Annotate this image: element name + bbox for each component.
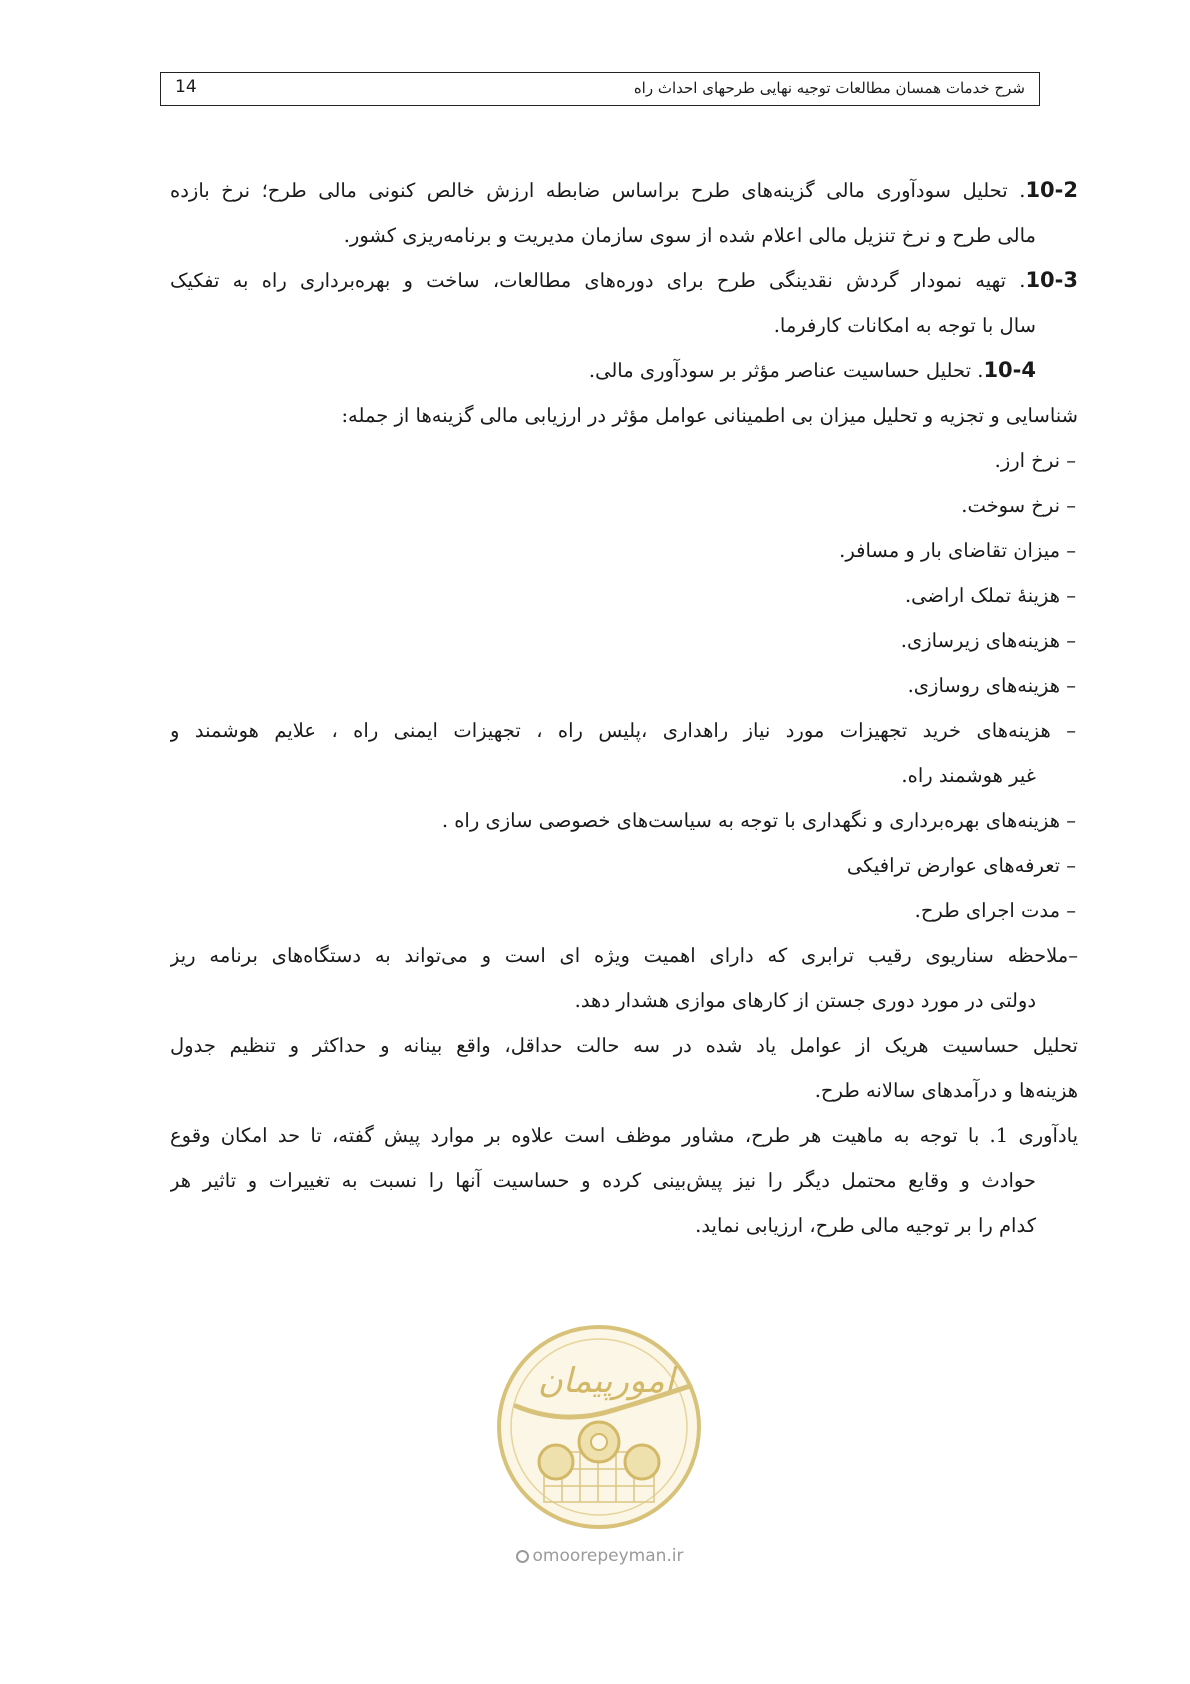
watermark-url: omoorepeyman.ir	[532, 1546, 684, 1566]
item-number: 10-3	[1025, 268, 1078, 292]
page-header	[160, 72, 1040, 106]
site-watermark	[502, 1546, 698, 1566]
header-title: شرح خدمات همسان مطالعات توجیه نهایی طرحهای احداث راه	[633, 79, 1025, 97]
note-lead: یادآوری 1	[995, 1124, 1078, 1147]
bullet-item: – مدت اجرای طرح.	[914, 899, 1076, 922]
bullet-item: – هزینه‌های بهره‌برداری و نگهداری با توجه به سیاست‌های خصوصی سازی راه .	[441, 809, 1076, 832]
document-body	[170, 168, 1078, 1248]
bullet-item: – هزینه‌های روسازی.	[907, 674, 1076, 697]
bullet-item: – هزینه‌های زیرسازی.	[900, 629, 1076, 652]
bullet-item: – میزان تقاضای بار و مسافر.	[839, 539, 1076, 562]
bullet-item: – هزینهٔ تملک اراضی.	[904, 584, 1076, 607]
item-10-2-line1: 10-2. تحلیل سودآوری مالی گزینه‌های طرح براساس ضابطه ارزش خالص کنونی مالی طرح؛ نرخ بازده	[170, 178, 1078, 202]
bullet-item: –ملاحظه سناریوی رقیب ترابری که دارای اهمیت ویژه ای است و می‌تواند به دستگاه‌های برنامه ریز	[170, 944, 1078, 967]
note-line1: یادآوری 1. با توجه به ماهیت هر طرح، مشاور موظف است علاوه بر موارد پیش گفته، تا حد امکان وقوع	[170, 1124, 1078, 1147]
bullet-continuation: دولتی در مورد دوری جستن از کارهای موازی هشدار دهد.	[574, 989, 1036, 1012]
svg-text:امورپیمان: امورپیمان	[537, 1361, 675, 1401]
note-line3: کدام را بر توجیه مالی طرح، ارزیابی نماید.	[695, 1214, 1036, 1237]
item-number: 10-2	[1025, 178, 1078, 202]
item-10-2-line2: مالی طرح و نرخ تنزیل مالی اعلام شده از سوی سازمان مدیریت و برنامه‌ریزی کشور.	[343, 224, 1036, 247]
sensitivity-paragraph-line2: هزینه‌ها و درآمدهای سالانه طرح.	[814, 1079, 1078, 1102]
sensitivity-paragraph-line1: تحلیل حساسیت هریک از عوامل یاد شده در سه حالت حداقل، واقع بینانه و حداکثر و تنظیم جدول	[170, 1034, 1078, 1057]
omoorepeyman-logo	[494, 1322, 704, 1532]
logo-seal-icon	[494, 1322, 704, 1532]
bullet-continuation: غیر هوشمند راه.	[901, 764, 1036, 787]
at-sign-icon	[516, 1550, 529, 1563]
note-line2: حوادث و وقایع محتمل دیگر را نیز پیش‌بینی کرده و حساسیت آنها را نسبت به تغییرات و تاثیر هر	[170, 1169, 1036, 1192]
item-number: 10-4	[983, 358, 1036, 382]
bullet-item: – نرخ سوخت.	[961, 494, 1076, 517]
item-10-4-line1: 10-4. تحلیل حساسیت عناصر مؤثر بر سودآوری مالی.	[588, 358, 1036, 382]
intro-paragraph: شناسایی و تجزیه و تحلیل میزان بی اطمینانی عوامل مؤثر در ارزیابی مالی گزینه‌ها از جمله:	[341, 404, 1078, 427]
bullet-item: – نرخ ارز.	[994, 449, 1076, 472]
bullet-item: – تعرفه‌های عوارض ترافیکی	[846, 854, 1076, 877]
page-number: 14	[175, 77, 197, 97]
item-10-3-line1: 10-3. تهیه نمودار گردش نقدینگی طرح برای دوره‌های مطالعات، ساخت و بهره‌برداری راه به تفکیک	[170, 268, 1078, 292]
item-10-3-line2: سال با توجه به امکانات کارفرما.	[773, 314, 1036, 337]
bullet-item: – هزینه‌های خرید تجهیزات مورد نیاز راهداری ،پلیس راه ، تجهیزات ایمنی راه ، علایم هوشمند و	[170, 719, 1076, 742]
